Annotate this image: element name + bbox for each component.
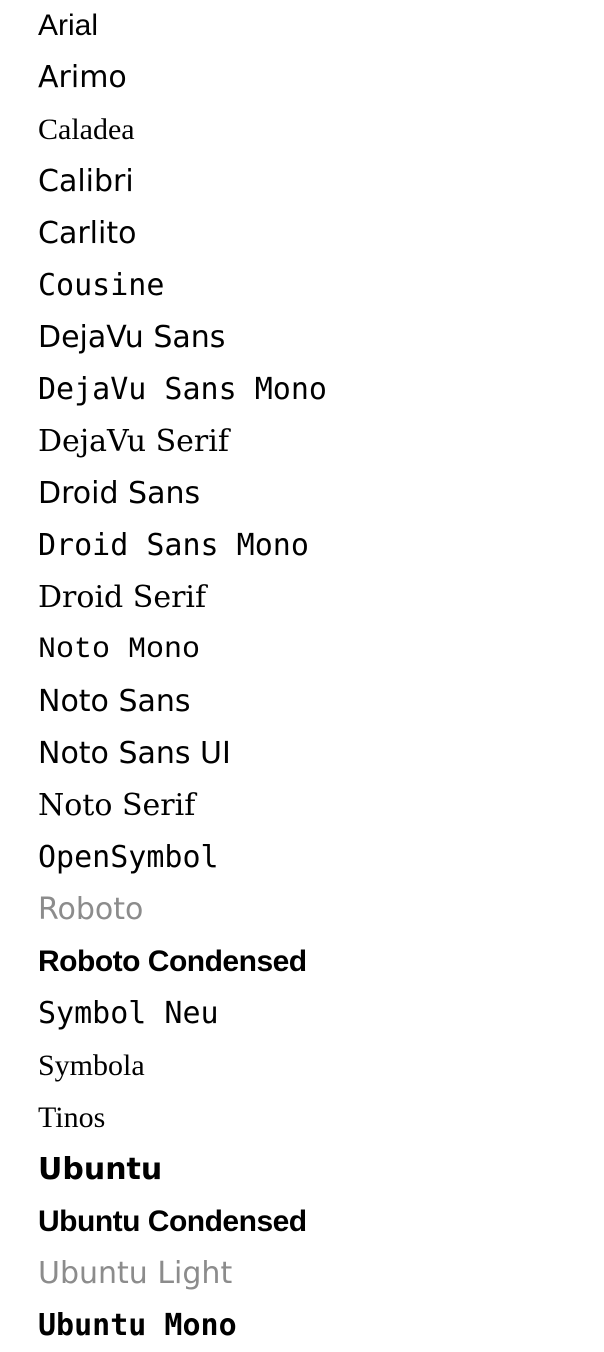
font-list-item[interactable]: Noto Sans — [38, 684, 191, 719]
font-list-item[interactable]: Arimo — [38, 60, 127, 95]
font-list-item[interactable]: Ubuntu — [38, 1152, 163, 1187]
font-list-item[interactable]: Calibri — [38, 164, 134, 199]
font-list-item[interactable]: Ubuntu Condensed — [38, 1205, 307, 1238]
font-list-item[interactable]: Roboto Condensed — [38, 945, 307, 978]
font-list-item[interactable]: Ubuntu Mono — [38, 1308, 237, 1343]
font-list-item[interactable]: Symbol Neu — [38, 996, 219, 1031]
font-list-item[interactable]: Tinos — [38, 1101, 106, 1134]
font-list-item[interactable]: Cousine — [38, 268, 165, 303]
font-list-item[interactable]: Noto Serif — [38, 788, 196, 823]
font-list-item[interactable]: Droid Serif — [38, 580, 207, 615]
font-list-item[interactable]: DejaVu Sans — [38, 320, 226, 355]
font-list-item[interactable]: Noto Mono — [38, 633, 201, 667]
font-list-item[interactable]: OpenSymbol — [38, 840, 219, 875]
font-list-item[interactable]: Symbola — [38, 1049, 145, 1082]
font-list-item[interactable]: DejaVu Sans Mono — [38, 372, 327, 407]
font-list-item[interactable]: Noto Sans UI — [38, 736, 231, 771]
font-list-item[interactable]: Droid Sans Mono — [38, 528, 309, 563]
font-list-item[interactable]: Carlito — [38, 216, 137, 251]
font-list-item[interactable]: Ubuntu Light — [38, 1256, 233, 1291]
font-list-item[interactable]: DejaVu Serif — [38, 424, 229, 459]
font-list-item[interactable]: Droid Sans — [38, 476, 201, 511]
font-list-item[interactable]: Arial — [38, 9, 99, 42]
font-list-item[interactable]: Caladea — [38, 113, 135, 146]
font-list-item[interactable]: Roboto — [38, 892, 144, 927]
